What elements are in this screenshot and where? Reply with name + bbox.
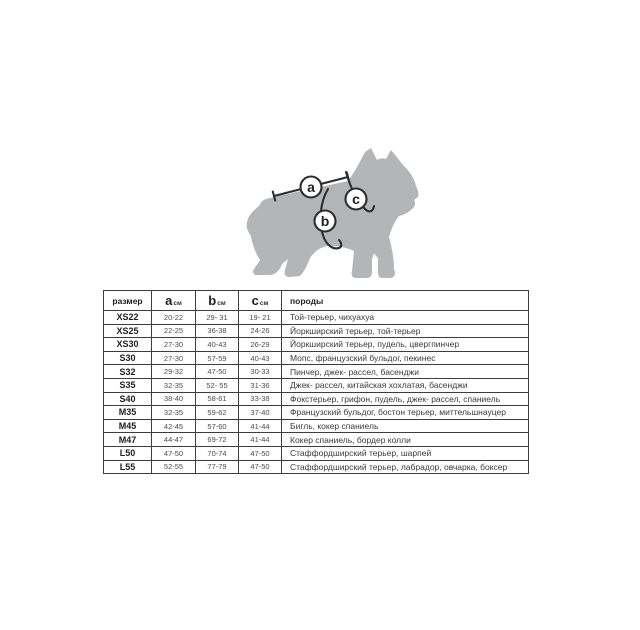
b-cell: 36-38 bbox=[196, 324, 239, 338]
a-cell: 29-32 bbox=[152, 365, 196, 379]
size-cell: XS22 bbox=[104, 311, 152, 325]
header-b bbox=[196, 291, 239, 311]
c-cell: 31-36 bbox=[239, 378, 282, 392]
svg-text:b: b bbox=[320, 213, 330, 229]
b-cell: 47-50 bbox=[196, 365, 239, 379]
table-row bbox=[104, 446, 529, 460]
table-row bbox=[104, 406, 529, 420]
c-cell: 41-44 bbox=[239, 419, 282, 433]
size-table-header bbox=[104, 291, 529, 311]
a-cell: 47-50 bbox=[152, 446, 196, 460]
table-row bbox=[104, 311, 529, 325]
b-cell: 58-61 bbox=[196, 392, 239, 406]
b-cell: 29- 31 bbox=[196, 311, 239, 325]
a-cell: 52-55 bbox=[152, 460, 196, 474]
b-cell: 59-62 bbox=[196, 406, 239, 420]
breeds-cell: Фокстерьер, грифон, пудель, джек- рассел, спаниель bbox=[282, 392, 529, 406]
dog-measurement-diagram bbox=[244, 144, 424, 286]
a-cell: 22-25 bbox=[152, 324, 196, 338]
header-c bbox=[239, 291, 282, 311]
a-cell: 32-35 bbox=[152, 378, 196, 392]
marker-c bbox=[346, 189, 367, 210]
breeds-cell: Бигль, кокер спаниель bbox=[282, 419, 529, 433]
table-row bbox=[104, 433, 529, 447]
marker-a bbox=[301, 177, 322, 198]
size-cell: M35 bbox=[104, 406, 152, 420]
breeds-cell: Мопс, французский бульдог, пекинес bbox=[282, 351, 529, 365]
c-cell: 40-43 bbox=[239, 351, 282, 365]
svg-text:a: a bbox=[307, 179, 315, 195]
header-c-unit: см bbox=[259, 300, 269, 307]
breeds-cell: Кокер спаниель, бордер колли bbox=[282, 433, 529, 447]
size-cell: XS30 bbox=[104, 338, 152, 352]
c-cell: 47-50 bbox=[239, 460, 282, 474]
table-row bbox=[104, 392, 529, 406]
breeds-cell: Йоркширский терьер, той-терьер bbox=[282, 324, 529, 338]
table-row bbox=[104, 351, 529, 365]
breeds-cell: Стаффордширский терьер, шарпей bbox=[282, 446, 529, 460]
b-cell: 77-79 bbox=[196, 460, 239, 474]
table-row bbox=[104, 324, 529, 338]
b-cell: 40-43 bbox=[196, 338, 239, 352]
breeds-cell: Французский бульдог, бостон терьер, миттельшнауцер bbox=[282, 406, 529, 420]
svg-text:c: c bbox=[352, 191, 360, 207]
size-cell: L55 bbox=[104, 460, 152, 474]
header-c-letter: c bbox=[251, 293, 259, 308]
a-cell: 42-45 bbox=[152, 419, 196, 433]
header-a-letter: a bbox=[165, 293, 173, 308]
c-cell: 33-38 bbox=[239, 392, 282, 406]
c-cell: 26-29 bbox=[239, 338, 282, 352]
c-cell: 30-33 bbox=[239, 365, 282, 379]
header-breeds: породы bbox=[282, 291, 529, 311]
size-table-body bbox=[104, 311, 529, 474]
breeds-cell: Йоркширский терьер, пудель, цвергпинчер bbox=[282, 338, 529, 352]
size-cell: L50 bbox=[104, 446, 152, 460]
c-cell: 41-44 bbox=[239, 433, 282, 447]
header-b-unit: см bbox=[217, 300, 226, 307]
b-cell: 57-60 bbox=[196, 419, 239, 433]
header-b-letter: b bbox=[208, 293, 217, 308]
c-cell: 24-26 bbox=[239, 324, 282, 338]
breeds-cell: Стаффордширский терьер, лабрадор, овчарка, боксер bbox=[282, 460, 529, 474]
size-cell: S35 bbox=[104, 378, 152, 392]
c-cell: 47-50 bbox=[239, 446, 282, 460]
size-cell: XS25 bbox=[104, 324, 152, 338]
b-cell: 57-59 bbox=[196, 351, 239, 365]
table-row bbox=[104, 460, 529, 474]
b-cell: 69-72 bbox=[196, 433, 239, 447]
size-cell: M45 bbox=[104, 419, 152, 433]
breeds-cell: Той-терьер, чихуахуа bbox=[282, 311, 529, 325]
a-cell: 27-30 bbox=[152, 338, 196, 352]
a-cell: 38-40 bbox=[152, 392, 196, 406]
c-cell: 19- 21 bbox=[239, 311, 282, 325]
marker-b bbox=[315, 211, 336, 232]
table-row bbox=[104, 419, 529, 433]
breeds-cell: Пинчер, джек- рассел, басенджи bbox=[282, 365, 529, 379]
header-a bbox=[152, 291, 196, 311]
size-table bbox=[103, 290, 529, 474]
a-cell: 20-22 bbox=[152, 311, 196, 325]
a-cell: 44-47 bbox=[152, 433, 196, 447]
size-cell: S30 bbox=[104, 351, 152, 365]
header-row bbox=[104, 291, 529, 311]
table-row bbox=[104, 365, 529, 379]
table-row bbox=[104, 338, 529, 352]
b-cell: 70-74 bbox=[196, 446, 239, 460]
c-cell: 37-40 bbox=[239, 406, 282, 420]
header-size: размер bbox=[104, 291, 152, 311]
size-cell: M47 bbox=[104, 433, 152, 447]
table-row bbox=[104, 378, 529, 392]
header-a-unit: см bbox=[173, 300, 182, 307]
size-cell: S40 bbox=[104, 392, 152, 406]
size-cell: S32 bbox=[104, 365, 152, 379]
a-cell: 27-30 bbox=[152, 351, 196, 365]
b-cell: 52- 55 bbox=[196, 378, 239, 392]
breeds-cell: Джек- рассел, китайская хохлатая, басенджи bbox=[282, 378, 529, 392]
a-cell: 32-35 bbox=[152, 406, 196, 420]
